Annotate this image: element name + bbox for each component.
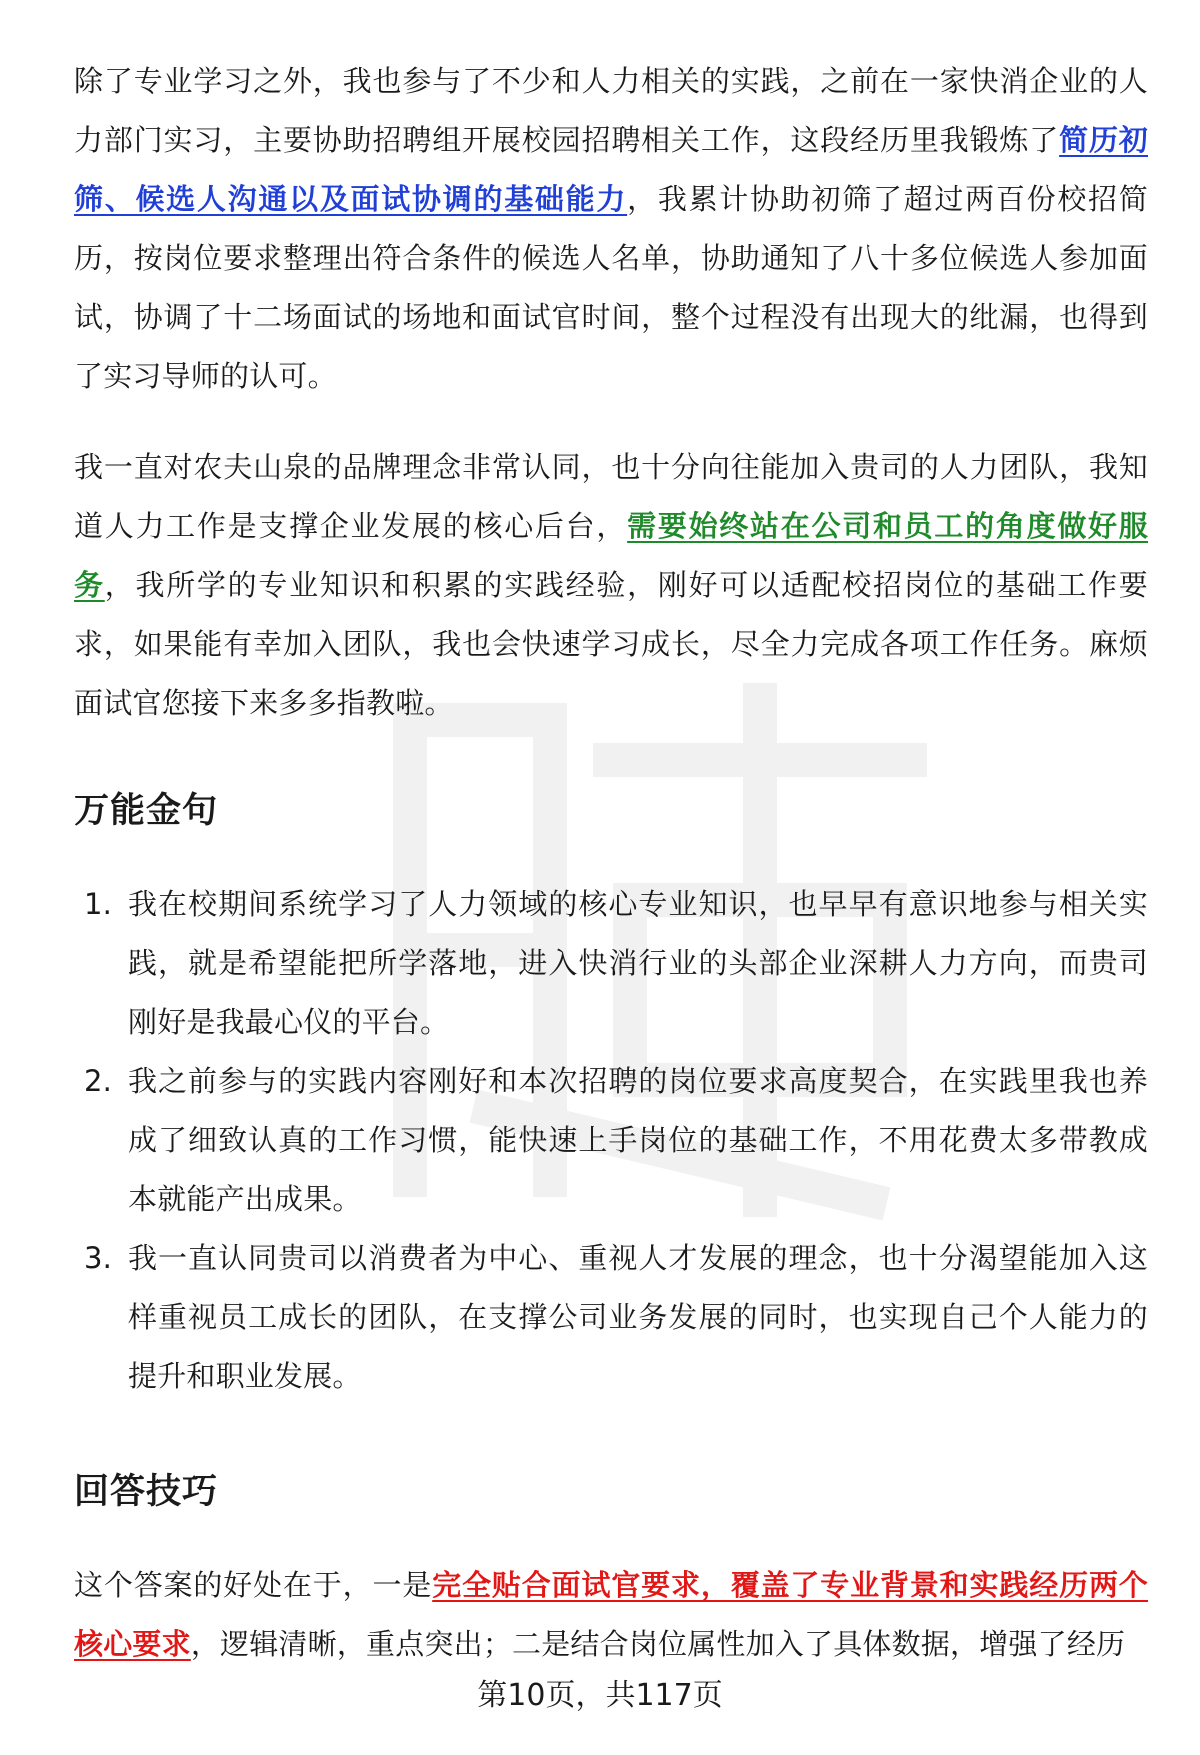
list-item [74, 875, 1148, 1052]
list-item [74, 1229, 1148, 1406]
paragraph-text: 这个答案的好处在于，一是 [74, 1568, 433, 1602]
list-item-text: 我在校期间系统学习了人力领域的核心专业知识，也早早有意识地参与相关实践，就是希望能把所学落地，进入快消行业的头部企业深耕人力方向，而贵司刚好是我最心仪的平台。 [128, 887, 1148, 1039]
highlight-fits-requirements: 完全贴合面试官要求，覆盖了专业背景和实践经历两个核心要求 [74, 1568, 1148, 1661]
paragraph-text: ，我累计协助初筛了超过两百份校招简历，按岗位要求整理出符合条件的候选人名单，协助通知了八十多位候选人参加面试，协调了十二场面试的场地和面试官时间，整个过程没有出现大的纰漏，也得到了实习导师的认可。 [74, 182, 1148, 393]
golden-sentences-list [74, 875, 1148, 1406]
list-number: 3. [84, 1241, 113, 1275]
list-number: 2. [84, 1064, 113, 1098]
paragraph-text: 我一直对农夫山泉的品牌理念非常认同，也十分向往能加入贵司的人力团队，我知道人力工作是支撑企业发展的核心后台， [74, 450, 1148, 543]
paragraph-text: ，我所学的专业知识和积累的实践经验，刚好可以适配校招岗位的基础工作要求，如果能有幸加入团队，我也会快速学习成长，尽全力完成各项工作任务。麻烦面试官您接下来多多指教啦。 [74, 568, 1148, 720]
paragraph-text: 除了专业学习之外，我也参与了不少和人力相关的实践，之前在一家快消企业的人力部门实习，主要协助招聘组开展校园招聘相关工作，这段经历里我锻炼了 [74, 64, 1148, 157]
list-item-text: 我之前参与的实践内容刚好和本次招聘的岗位要求高度契合，在实践里我也养成了细致认真的工作习惯，能快速上手岗位的基础工作，不用花费太多带教成本就能产出成果。 [128, 1064, 1148, 1216]
paragraph-answer-tips [74, 1556, 1148, 1674]
document-page [74, 52, 1148, 1706]
list-number: 1. [84, 887, 113, 921]
paragraph-text: ，逻辑清晰，重点突出；二是结合岗位属性加入了具体数据，增强了经历 [190, 1627, 1126, 1661]
page-number-footer: 第10页，共117页 [477, 1678, 723, 1713]
section-heading-golden-sentences: 万能金句 [74, 791, 219, 831]
section-heading-answer-tips: 回答技巧 [74, 1472, 219, 1512]
highlight-service-perspective: 需要始终站在公司和员工的角度做好服务 [74, 509, 1148, 602]
paragraph-company-motivation [74, 438, 1148, 733]
list-item-text: 我一直认同贵司以消费者为中心、重视人才发展的理念，也十分渴望能加入这样重视员工成长的团队，在支撑公司业务发展的同时，也实现自己个人能力的提升和职业发展。 [128, 1241, 1148, 1393]
paragraph-internship-experience [74, 52, 1148, 406]
list-item [74, 1052, 1148, 1229]
highlight-core-skills: 简历初筛、候选人沟通以及面试协调的基础能力 [74, 123, 1148, 216]
